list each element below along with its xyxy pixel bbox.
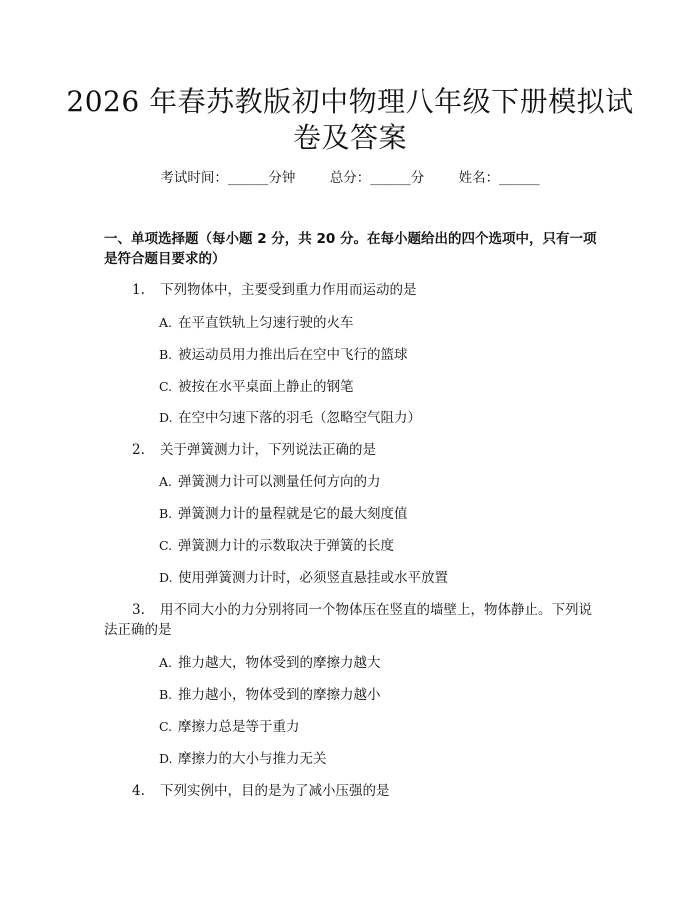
question-3-option-d-text: 摩擦力的大小与推力无关 — [178, 751, 327, 767]
question-2-option-d-text: 使用弹簧测力计时，必须竖直悬挂或水平放置 — [178, 570, 448, 586]
total-score-label: 总分： — [329, 170, 371, 186]
question-3-option-a-text: 推力越大，物体受到的摩擦力越大 — [178, 655, 381, 671]
total-score-blank: ______ — [370, 170, 411, 186]
question-1-number: 1. — [132, 282, 145, 298]
question-3-stem-line-1: 用不同大小的力分别将同一个物体压在竖直的墙壁上，物体静止。下列说 — [160, 602, 592, 618]
question-1-option-d-letter: D. — [159, 410, 173, 425]
total-score-unit: 分 — [410, 170, 425, 186]
section-heading-line-2: 是符合题目要求的） — [104, 251, 226, 267]
question-2-number: 2. — [132, 442, 145, 458]
question-2-stem: 关于弹簧测力计，下列说法正确的是 — [160, 442, 376, 458]
student-name-label: 姓名： — [458, 170, 500, 186]
question-4-stem: 下列实例中，目的是为了减小压强的是 — [160, 783, 390, 799]
question-3-option-b-letter: B. — [159, 687, 173, 702]
question-1-option-b-text: 被运动员用力推出后在空中飞行的篮球 — [178, 347, 408, 363]
exam-time-label: 考试时间： — [160, 170, 228, 186]
page-title-line-2: 卷及答案 — [292, 121, 407, 154]
question-3-number: 3. — [132, 602, 145, 618]
question-3-option-c-text: 摩擦力总是等于重力 — [178, 719, 300, 735]
question-1-option-a-text: 在平直铁轨上匀速行驶的火车 — [178, 315, 354, 331]
question-2-option-d-letter: D. — [159, 570, 173, 585]
question-3-option-d-letter: D. — [159, 751, 173, 766]
student-name-blank: ______ — [499, 170, 540, 186]
question-2-option-b-letter: B. — [159, 506, 173, 521]
question-1-stem: 下列物体中，主要受到重力作用而运动的是 — [160, 282, 417, 298]
question-2-option-c-letter: C. — [159, 538, 173, 553]
question-1-option-a-letter: A. — [159, 315, 173, 330]
question-3-option-c-letter: C. — [159, 719, 173, 734]
exam-time-unit: 分钟 — [268, 170, 296, 186]
exam-time-blank: ______ — [227, 170, 269, 186]
exam-info-line — [0, 168, 700, 188]
question-4-number: 4. — [132, 783, 145, 799]
question-2-option-a-letter: A. — [159, 474, 173, 489]
question-3-option-b-text: 推力越小，物体受到的摩擦力越小 — [178, 687, 381, 703]
question-3-stem-line-2: 法正确的是 — [104, 622, 172, 638]
question-2-option-c-text: 弹簧测力计的示数取决于弹簧的长度 — [178, 538, 394, 554]
question-1-option-d-text: 在空中匀速下落的羽毛（忽略空气阻力） — [178, 410, 421, 426]
question-2-option-b-text: 弹簧测力计的量程就是它的最大刻度值 — [178, 506, 408, 522]
question-1-option-c-text: 被按在水平桌面上静止的钢笔 — [178, 379, 354, 395]
question-2-option-a-text: 弹簧测力计可以测量任何方向的力 — [178, 474, 381, 490]
section-heading-line-1: 一、单项选择题（每小题 2 分，共 20 分。在每小题给出的四个选项中，只有一项 — [104, 231, 597, 247]
page-title-line-1: 2026 年春苏教版初中物理八年级下册模拟试 — [66, 85, 634, 118]
question-1-option-c-letter: C. — [159, 379, 173, 394]
question-1-option-b-letter: B. — [159, 347, 173, 362]
question-3-option-a-letter: A. — [159, 655, 173, 670]
